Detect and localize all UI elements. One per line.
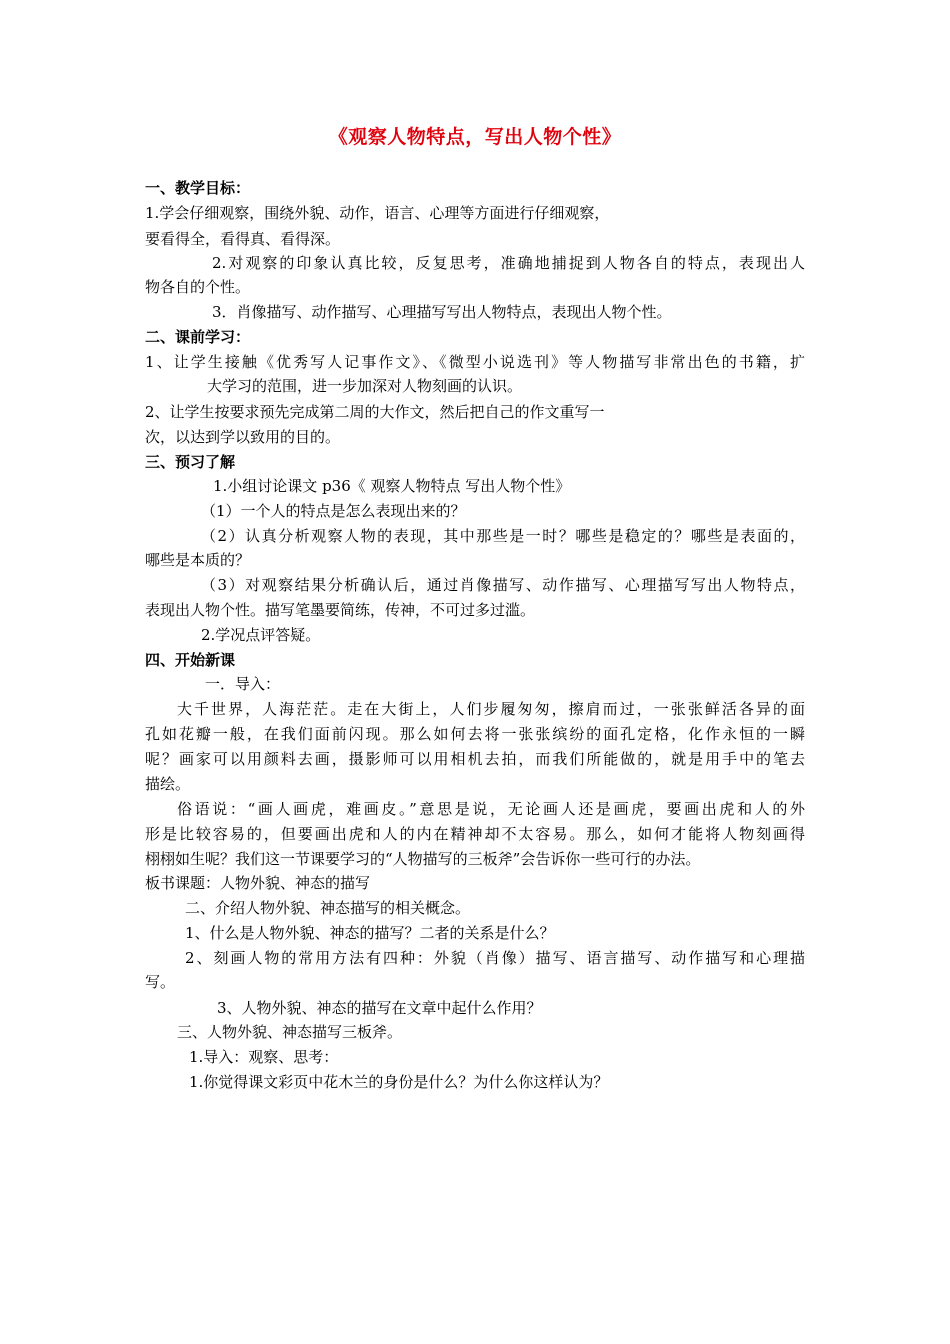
section-heading-new-lesson: 四、开始新课 — [145, 651, 236, 669]
text-line: 呢？画家可以用颜料去画，摄影师可以用相机去拍，而我们所能做的，就是用手中的笔去 — [145, 750, 805, 768]
text-line: 2.学况点评答疑。 — [201, 626, 321, 644]
text-line: 形是比较容易的，但要画出虎和人的内在精神却不太容易。那么，如何才能将人物刻画得 — [145, 825, 805, 843]
text-line: 物各自的个性。 — [145, 278, 251, 296]
text-line: 2、让学生按要求预先完成第二周的大作文，然后把自己的作文重写一 — [145, 403, 605, 421]
text-line: 3．肖像描写、动作描写、心理描写写出人物特点，表现出人物个性。 — [212, 303, 672, 321]
text-line: 大千世界，人海茫茫。走在大街上，人们步履匆匆，擦肩而过，一张张鲜活各异的面 — [177, 700, 805, 718]
text-line: 表现出人物个性。描写笔墨要简练，传神，不可过多过滥。 — [145, 601, 536, 619]
text-line: （3）对观察结果分析确认后，通过肖像描写、动作描写、心理描写写出人物特点， — [201, 576, 805, 594]
text-line: 一．导入： — [205, 675, 281, 693]
text-line: 哪些是本质的？ — [145, 551, 251, 569]
text-line: 二、介绍人物外貌、神态描写的相关概念。 — [185, 899, 471, 917]
text-line: 1.小组讨论课文 p36《 观察人物特点 写出人物个性》 — [213, 477, 571, 495]
text-line: （2）认真分析观察人物的表现，其中那些是一时？哪些是稳定的？哪些是表面的， — [201, 527, 805, 545]
text-line: 3、人物外貌、神态的描写在文章中起什么作用？ — [217, 999, 542, 1017]
section-heading-teaching-goals: 一、教学目标： — [145, 179, 251, 197]
text-line: 1、让学生接触《优秀写人记事作文》、《微型小说选刊》等人物描写非常出色的书籍，扩 — [145, 353, 805, 371]
text-line: 描绘。 — [145, 775, 191, 793]
text-line: 1.学会仔细观察，围绕外貌、动作，语言、心理等方面进行仔细观察， — [145, 204, 610, 222]
text-line: 1、什么是人物外貌、神态的描写？二者的关系是什么？ — [185, 924, 555, 942]
text-line: 栩栩如生呢？我们这一节课要学习的“人物描写的三板斧”会告诉你一些可行的办法。 — [145, 850, 701, 868]
text-line: 俗语说：“画人画虎，难画皮。”意思是说，无论画人还是画虎，要画出虎和人的外 — [177, 800, 805, 818]
text-line: 板书课题：人物外貌、神态的描写 — [145, 874, 371, 892]
text-line: 孔如花瓣一般，在我们面前闪现。那么如何去将一张张缤纷的面孔定格，化作永恒的一瞬 — [145, 725, 805, 743]
text-line: 2.对观察的印象认真比较，反复思考，准确地捕捉到人物各自的特点，表现出人 — [212, 254, 805, 272]
text-line: （1）一个人的特点是怎么表现出来的？ — [201, 502, 466, 520]
text-line: 大学习的范围，进一步加深对人物刻画的认识。 — [207, 377, 523, 395]
document-title: 《观察人物特点，写出人物个性》 — [328, 126, 622, 148]
section-heading-preview: 三、预习了解 — [145, 453, 236, 471]
text-line: 次，以达到学以致用的目的。 — [145, 428, 341, 446]
text-line: 三、人物外貌、神态描写三板斧。 — [177, 1023, 403, 1041]
text-line: 1.你觉得课文彩页中花木兰的身份是什么？为什么你这样认为？ — [189, 1073, 609, 1091]
text-line: 1.导入：观察、思考： — [189, 1048, 339, 1066]
text-line: 要看得全，看得真、看得深。 — [145, 230, 341, 248]
text-line: 写。 — [145, 973, 176, 991]
section-heading-pre-class-study: 二、课前学习： — [145, 328, 251, 346]
text-line: 2、刻画人物的常用方法有四种：外貌（肖像）描写、语言描写、动作描写和心理描 — [185, 949, 805, 967]
